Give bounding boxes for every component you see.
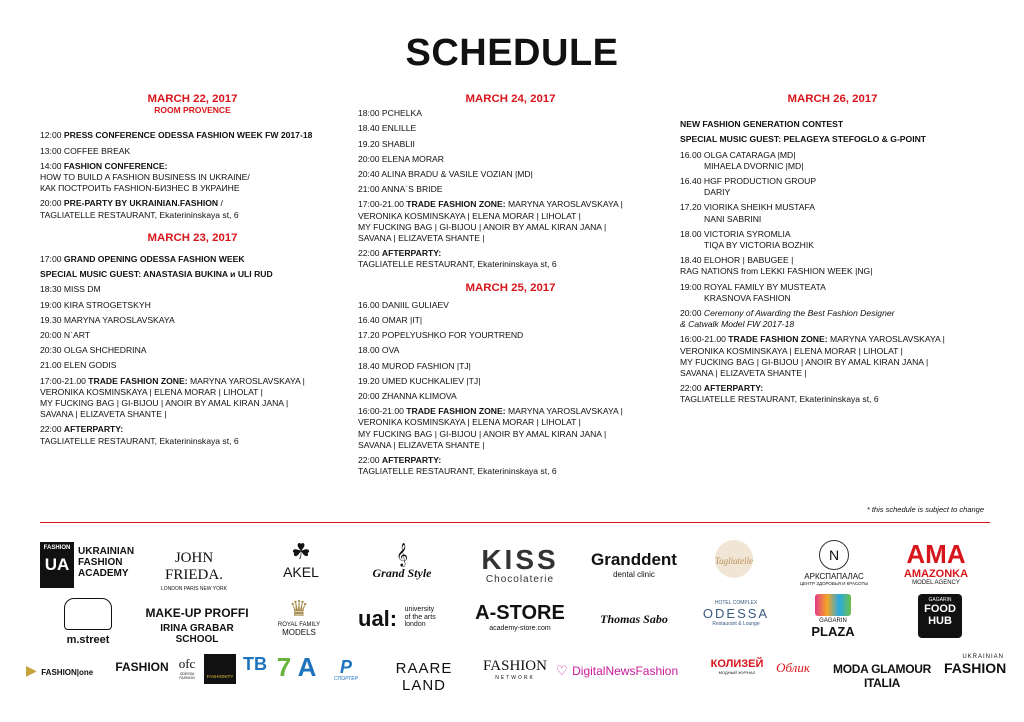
date-heading: MARCH 22, 2017 [147, 93, 238, 105]
line-text: 16.40 OMAR |IT| [358, 315, 423, 326]
schedule-line [40, 330, 345, 341]
schedule-line [358, 259, 663, 270]
logo-ukrainian-fashion: UKRAINIAN FASHION [944, 654, 1007, 676]
date-heading: MARCH 25, 2017 [465, 281, 556, 294]
shoe-icon: 𝄞 [396, 544, 408, 566]
line-text: VERONIKA KOSMINSKAYA | ELENA MORAR | LIHOLAT | [358, 210, 581, 221]
italic-label: Ceremony of Awarding the Best Fashion Designer [703, 308, 895, 319]
line-text: 12:00 [40, 130, 64, 141]
line-text: 22:00 [680, 383, 704, 394]
schedule-line [358, 417, 663, 428]
line-text: SAVANA | ELIZAVETA SHANTE | [680, 368, 807, 379]
bold-label: GRAND OPENING ODESSA FASHION WEEK [63, 254, 245, 265]
line-text: 17:00-21.00 [358, 199, 407, 210]
schedule-line [680, 134, 985, 145]
schedule-line [680, 346, 985, 357]
heart-icon: ♡ [556, 663, 568, 678]
schedule-line [680, 334, 985, 345]
bold-label: AFTERPARTY: [703, 383, 764, 394]
date-heading: MARCH 26, 2017 [787, 93, 878, 105]
crown-icon: ♛ [289, 596, 309, 621]
line-text: 18:00 PCHELKA [358, 108, 423, 119]
schedule-line [40, 172, 345, 183]
schedule-line [40, 269, 345, 280]
line-text: 17:00-21.00 [40, 375, 89, 386]
line-text: КАК ПОСТРОИТЬ FASHION-БИЗНЕС В УКРАИНЕ [40, 183, 240, 194]
schedule-line [40, 130, 345, 141]
logo-amazonka: AMA AMAZONKA MODEL AGENCY [903, 539, 969, 586]
line-text: SAVANA | ELIZAVETA SHANTE | [358, 439, 485, 450]
logo-kiss: KISS Chocolaterie [481, 544, 559, 585]
schedule-line [358, 199, 663, 210]
italic-label: & Catwalk Model FW 2017-18 [680, 319, 795, 330]
line-text: 16:00-21.00 [680, 334, 729, 345]
logo-food-hub: GAGARIN FOOD HUB [918, 594, 962, 638]
schedule-line [358, 123, 663, 134]
schedule-line [680, 119, 985, 130]
schedule-line [358, 222, 663, 233]
line-text: 18.40 ELOHOR | BABUGEE | [680, 255, 794, 266]
schedule-line [680, 282, 985, 293]
schedule-line [358, 345, 663, 356]
logo-make-up-proffi: MAKE-UP PROFFI IRINA GRABAR SCHOOL [145, 606, 249, 645]
logo-fashion-network: FASHION NETWORK [483, 658, 547, 681]
schedule-line [40, 315, 345, 326]
line-text: 19.20 UMED KUCHKALIEV |TJ| [358, 375, 481, 386]
n-monogram-icon: N [819, 540, 849, 570]
schedule-line [40, 300, 345, 311]
line-text: MARYNA YAROSLAVSKAYA | [827, 334, 945, 345]
bold-label: AFTERPARTY: [381, 455, 442, 466]
p-mark-icon: P [339, 657, 352, 677]
line-text: 18.00 VICTORIA SYROMLIA [680, 228, 791, 239]
bold-label: AFTERPARTY: [381, 248, 442, 259]
schedule-line [680, 293, 985, 304]
line-text: VERONIKA KOSMINSKAYA | ELENA MORAR | LIHOLAT | [358, 417, 581, 428]
line-text: 20:40 ALINA BRADU & VASILE VOZIAN |MD| [358, 169, 533, 180]
logo-odessa-hotel: HOTEL COMPLEX ODESSA Restaurant & Lounge [702, 600, 770, 627]
line-text: 16.00 OLGA CATARAGA |MD| [680, 149, 796, 160]
line-text: RAG NATIONS from LEKKI FASHION WEEK |NG| [680, 266, 873, 277]
line-text: 16.40 HGF PRODUCTION GROUP [680, 176, 817, 187]
logo-kolizei: КОЛИЗЕЙ МОДНЫЙ ЖУРНАЛ [710, 658, 764, 675]
line-text: MARYNA YAROSLAVSKAYA | [187, 375, 305, 386]
schedule-line [40, 387, 345, 398]
line-text: 21:00 ANNA`S BRIDE [358, 184, 443, 195]
logo-grand-style: 𝄞 Grand Style [362, 544, 442, 581]
schedule-line [358, 108, 663, 119]
line-text: MY FUCKING BAG | GI-BIJOU | ANOIR BY AMAL KIRAN JANA | [680, 356, 929, 367]
line-text: HOW TO BUILD A FASHION BUSINESS IN UKRAINE/ [40, 172, 250, 183]
logo-fashion-magazine: FASHION [115, 660, 169, 674]
line-text: 18.40 ENLILLE [358, 123, 417, 134]
line-text: 16:00-21.00 [358, 406, 407, 417]
schedule-line [358, 300, 663, 311]
schedule-line [358, 248, 663, 259]
schedule-line [680, 368, 985, 379]
line-text: MARYNA YAROSLAVSKAYA | [505, 199, 623, 210]
schedule-line [680, 229, 985, 240]
schedule-line [40, 345, 345, 356]
triskelion-icon: ☘ [291, 539, 311, 564]
schedule-line [680, 150, 985, 161]
line-text: MY FUCKING BAG | GI-BIJOU | ANOIR BY AMAL KIRAN JANA | [358, 221, 607, 232]
bold-label: PRESS CONFERENCE ODESSA FASHION WEEK FW 2017-18 [63, 130, 313, 141]
schedule-line [40, 284, 345, 295]
bold-label: TRADE FASHION ZONE: [406, 406, 506, 417]
logo-tv-channel: ТВ [243, 654, 267, 674]
logo-ukrainian-fashion-academy: FASHION UA UKRAINIAN FASHION ACADEMY [40, 542, 140, 590]
logo-a-store: A-STORE academy-store.com [475, 602, 565, 632]
line-text: 18.40 MUROD FASHION |TJ| [358, 360, 471, 371]
schedule-line [358, 440, 663, 451]
line-text: KRASNOVA FASHION [704, 292, 791, 303]
line-text: 18:30 MISS DM [40, 284, 101, 295]
schedule-line [358, 361, 663, 372]
line-text: / [218, 198, 223, 209]
schedule-line [358, 139, 663, 150]
line-text: 22:00 [358, 248, 382, 259]
schedule-line [358, 211, 663, 222]
schedule-line [358, 391, 663, 402]
schedule-line [40, 398, 345, 409]
schedule-line [680, 161, 985, 172]
logo-akel: ☘ AKEL [274, 540, 328, 580]
line-text: 17:00 [40, 254, 64, 265]
line-text: 16.00 DANIIL GULIAEV [358, 299, 449, 310]
line-text: VERONIKA KOSMINSKAYA | ELENA MORAR | LIHOLAT | [680, 345, 903, 356]
line-text: MY FUCKING BAG | GI-BIJOU | ANOIR BY AMAL KIRAN JANA | [40, 398, 289, 409]
logo-arkspalas: N АРКСПАПАЛАС ЦЕНТР ЗДОРОВЬЯ И КРАСОТЫ [786, 540, 882, 586]
line-text: 21.00 ELEN GODIS [40, 360, 117, 371]
bold-label: NEW FASHION GENERATION CONTEST [680, 119, 844, 130]
logo-fashionity: FASHIONITY [204, 654, 236, 684]
line-text: 19.30 MARYNA YAROSLAVSKAYA [40, 314, 175, 325]
schedule-note: * this schedule is subject to change [866, 505, 984, 514]
schedule-line [40, 360, 345, 371]
schedule-column-3 [680, 94, 985, 406]
f-mark-icon: ▶ [26, 662, 37, 678]
schedule-line [358, 233, 663, 244]
schedule-line [680, 176, 985, 187]
schedule-line [680, 266, 985, 277]
line-text: 22:00 [40, 424, 64, 435]
bold-label: TRADE FASHION ZONE: [406, 199, 506, 210]
bold-label: PRE-PARTY BY UKRAINIAN.FASHION [63, 198, 219, 209]
line-text: 20:00 [680, 308, 704, 319]
line-text: SAVANA | ELIZAVETA SHANTE | [358, 233, 485, 244]
day-block [358, 108, 663, 270]
bold-label: FASHION CONFERENCE: [63, 160, 168, 171]
day-block [40, 130, 345, 220]
logo-raare-land: RAARE LAND [395, 660, 453, 694]
line-text: VERONIKA KOSMINSKAYA | ELENA MORAR | LIHOLAT | [40, 386, 263, 397]
schedule-line [40, 254, 345, 265]
day-block [680, 119, 985, 405]
schedule-line [358, 154, 663, 165]
schedule-line [680, 383, 985, 394]
logo-a-channel: А [297, 652, 317, 682]
schedule-line [680, 214, 985, 225]
room-label: ROOM PROVENCE [154, 105, 231, 116]
line-text: 17.20 POPELYUSHKO FOR YOURTREND [358, 330, 524, 341]
line-text: 20:00 ZHANNA KLIMOVA [358, 391, 457, 402]
line-text: 20:30 OLGA SHCHEDRINA [40, 345, 147, 356]
bold-label: AFTERPARTY: [63, 424, 124, 435]
schedule-line [680, 187, 985, 198]
line-text: 20:00 N`ART [40, 330, 90, 341]
schedule-line [40, 376, 345, 387]
schedule-line [40, 183, 345, 194]
schedule-line [358, 169, 663, 180]
logo-gagarin-plaza: GAGARIN PLAZA [788, 594, 878, 639]
line-text: 19.20 SHABLII [358, 138, 415, 149]
schedule-line [358, 184, 663, 195]
line-text: 20:00 ELENA MORAR [358, 153, 444, 164]
line-text: MY FUCKING BAG | GI-BIJOU | ANOIR BY AMAL KIRAN JANA | [358, 428, 607, 439]
line-text: DARIY [704, 187, 731, 198]
line-text: MIHAELA DVORNIC |MD| [704, 160, 804, 171]
day-block [358, 300, 663, 478]
schedule-line [680, 308, 985, 319]
logo-oblik: Облик [776, 660, 810, 675]
line-text: 14:00 [40, 160, 64, 171]
line-text: 17.20 VIORIKA SHEIKH MUSTAFA [680, 202, 815, 213]
schedule-line [40, 424, 345, 435]
schedule-line [40, 146, 345, 157]
line-text: TAGLIATELLE RESTAURANT, Ekaterininskaya st, 6 [680, 394, 879, 405]
bold-label: SPECIAL MUSIC GUEST: PELAGEYA STEFOGLO & G-POINT [680, 134, 927, 145]
line-text: TAGLIATELLE RESTAURANT, Ekaterininskaya st, 6 [40, 209, 239, 220]
schedule-line [680, 240, 985, 251]
schedule-line [358, 429, 663, 440]
schedule-line [680, 319, 985, 330]
schedule-line [680, 202, 985, 213]
schedule-line [358, 330, 663, 341]
page-title: SCHEDULE [405, 32, 619, 74]
line-text: TAGLIATELLE RESTAURANT, Ekaterininskaya st, 6 [358, 259, 557, 270]
schedule-line [40, 161, 345, 172]
logo-m-street: m.street [56, 598, 120, 648]
logo-tagliatelle: Tagliatelle [704, 540, 764, 566]
schedule-line [40, 210, 345, 221]
schedule-line [358, 455, 663, 466]
date-heading: MARCH 24, 2017 [465, 93, 556, 105]
logo-seven: 7 [276, 652, 292, 682]
divider [40, 522, 990, 523]
line-text: MARYNA YAROSLAVSKAYA | [505, 406, 623, 417]
logo-ual: ual: university of the arts london [358, 606, 436, 631]
schedule-line [358, 315, 663, 326]
schedule-line [40, 409, 345, 420]
bold-label: SPECIAL MUSIC GUEST: ANASTASIA BUKINA и ULI RUD [40, 269, 273, 280]
logo-moda-glamour-italia: MODA GLAMOUR ITALIA [833, 662, 931, 690]
schedule-line [680, 357, 985, 368]
date-heading: MARCH 23, 2017 [147, 231, 238, 244]
line-text: TAGLIATELLE RESTAURANT, Ekaterininskaya st, 6 [40, 435, 239, 446]
line-text: 19:00 KIRA STROGETSKYH [40, 299, 151, 310]
schedule-column-1 [40, 94, 345, 447]
logo-thomas-sabo: Thomas Sabo [600, 612, 668, 626]
line-text: TIQA BY VICTORIA BOZHIK [704, 240, 814, 251]
logo-john-frieda: JOHN FRIEDA. LONDON PARIS NEW YORK [161, 550, 227, 592]
bold-label: TRADE FASHION ZONE: [728, 334, 828, 345]
line-text: TAGLIATELLE RESTAURANT, Ekaterininskaya st, 6 [358, 466, 557, 477]
schedule-line [358, 406, 663, 417]
schedule-column-2 [358, 94, 663, 477]
schedule-line [358, 466, 663, 477]
line-text: 18.00 OVA [358, 345, 400, 356]
schedule-line [40, 436, 345, 447]
logo-fashion-one: ▶ FASHION|one [26, 662, 94, 678]
logo-digital-news-fashion: ♡ DigitalNewsFashion [556, 663, 679, 678]
line-text: 19:00 ROYAL FAMILY BY MUSTEATA [680, 281, 826, 292]
sponsor-logos [0, 530, 1024, 720]
line-text: SAVANA | ELIZAVETA SHANTE | [40, 409, 167, 420]
schedule-line [358, 376, 663, 387]
schedule-line [680, 255, 985, 266]
bold-label: TRADE FASHION ZONE: [88, 375, 188, 386]
logo-ofc: ofc ODESSA FASHION [178, 656, 196, 680]
line-text: 13:00 COFFEE BREAK [40, 145, 131, 156]
line-text: 20:00 [40, 198, 64, 209]
schedule-line [680, 394, 985, 405]
day-block [40, 254, 345, 447]
logo-sporter: P СПОРТЕР [322, 658, 370, 682]
logo-royal-family-models: ♛ ROYAL FAMILY MODELS [266, 596, 332, 637]
line-text: 22:00 [358, 455, 382, 466]
schedule-line [40, 198, 345, 209]
gp-mark-icon [815, 594, 851, 616]
line-text: NANI SABRINI [704, 213, 762, 224]
logo-granddent: Granddent dental clinic [591, 550, 677, 579]
